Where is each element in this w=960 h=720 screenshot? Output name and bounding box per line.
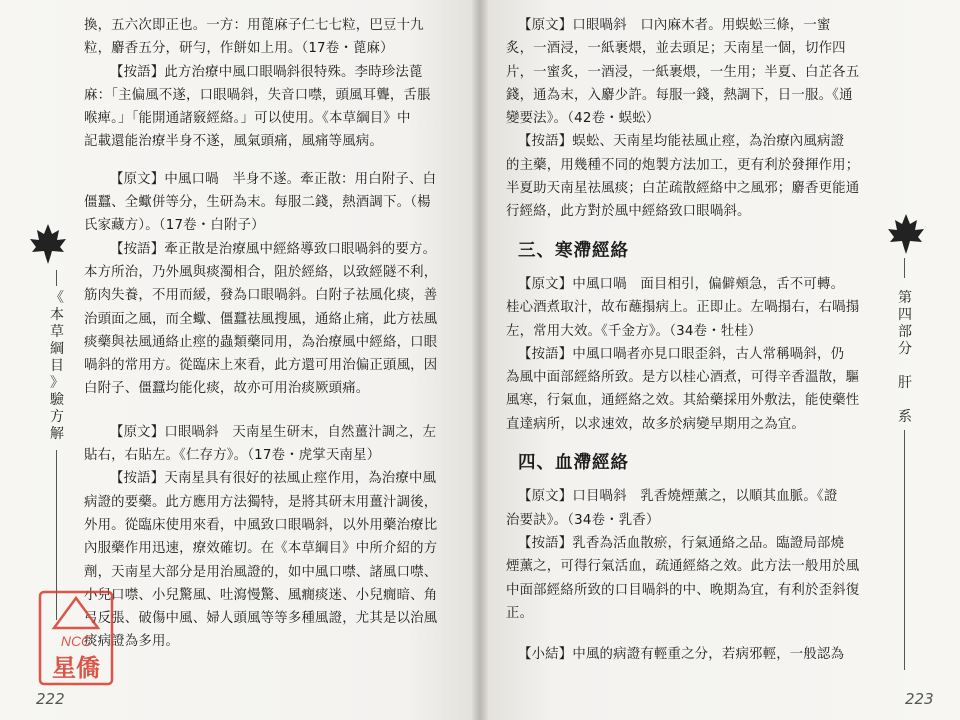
text-line: 為風中面部經絡所致。是方以桂心酒煮，可得辛香溫散，驅	[506, 370, 860, 386]
text-line: 變要法》。（42卷・蜈蚣）	[506, 111, 660, 127]
text-line: 劑，天南星大部分是用治風證的，如中風口噤、諸風口噤、	[84, 564, 438, 580]
text-line: 【小結】中風的病證有輕重之分，若病邪輕，一般認為	[518, 647, 845, 663]
text-line: 氏家藏方）。（17卷・白附子）	[84, 218, 265, 234]
right-page-text	[506, 14, 876, 666]
text-line: 痰病證為多用。	[84, 634, 180, 650]
text-line: 喉痺。」「能開通諸竅經絡。」可以使用。《本草綱目》中	[84, 111, 411, 127]
text-line: 【原文】口目喎斜 乳香燒煙薰之，以順其血脈。《證	[518, 489, 838, 505]
running-head-left: 《 本 草 綱 目 》 驗 方 解	[50, 290, 64, 442]
left-page-text	[84, 14, 468, 654]
page-number-right: 223	[905, 690, 934, 708]
text-line: 痰藥與祛風通絡止痙的蟲類藥同用，為治療風中經絡，口眼	[84, 334, 438, 350]
text-line: 換，五六次即正也。一方：用蓖麻子仁七七粒，巴豆十九	[84, 18, 424, 33]
text-line: 中面部經絡所致的口目喎斜的中、晚期為宜，有利於歪斜復	[506, 582, 860, 598]
text-line: 【按語】中風口喎者亦見口眼歪斜，古人常稱喎斜，仍	[518, 346, 845, 362]
text-line: 桂心酒煮取汁，故布蘸搨病上。正即止。左喎搨右，右喎搨	[506, 300, 860, 316]
text-line: 【按語】蜈蚣、天南星均能祛風止痙，為治療內風病證	[518, 134, 845, 150]
text-line: 病證的要藥。此方應用方法獨特，是將其研末用薑汁調後，	[84, 494, 438, 510]
text-line: 【原文】口眼喎斜 天南星生研末，自然薑汁調之，左	[110, 424, 437, 440]
text-line: 片，一蜜炙，一酒浸，一紙裹煨，一生用；半夏、白芷各五	[506, 64, 860, 80]
text-line: 弓反張、破傷中風、婦人頭風等等多種風證，尤其是以治風	[84, 611, 438, 627]
text-line: 筋肉失養，不用而緩，發為口眼喎斜。白附子祛風化痰，善	[84, 288, 438, 304]
text-line: 【按語】牽正散是治療風中經絡導致口眼喎斜的要方。	[110, 241, 437, 257]
text-line: 半夏助天南星祛風痰；白芷疏散經絡中之風邪；麝香更能通	[506, 181, 860, 197]
stamp-text-bottom: 星僑	[52, 654, 100, 682]
text-line: 【原文】中風口喎 面目相引，偏僻頰急，舌不可轉。	[518, 276, 845, 292]
text-line: 記載還能治療半身不遂，風氣頭痛，風痛等風病。	[84, 134, 383, 150]
text-line: 本方所治，乃外風與痰濁相合，阻於經絡，以致經隧不利，	[84, 264, 438, 280]
section-heading: 四、血滯經絡	[518, 453, 629, 474]
text-line: 內服藥作用迅速，療效確切。在《本草綱目》中所介紹的方	[84, 541, 438, 557]
text-line: 治要訣》。（34卷・乳香）	[506, 512, 660, 528]
text-line: 風寒，行氣血，通經絡之效。其給藥採用外敷法，能使藥性	[506, 393, 860, 409]
text-line: 煙薰之，可得行氣活血，疏通經絡之效。此方法一般用於風	[506, 559, 860, 575]
text-line: 小兒口噤、小兒驚風、吐瀉慢驚、風癇痰迷、小兒癇暗、角	[84, 587, 438, 603]
text-line: 【按語】天南星具有很好的祛風止痙作用，為治療中風	[110, 471, 437, 487]
text-line: 麻：「主偏風不遂，口眼喎斜，失音口噤，頭風耳聾，舌脹	[84, 87, 431, 103]
divider-line	[56, 270, 57, 286]
text-line: 的主藥，用幾種不同的炮製方法加工，更有利於發揮作用；	[506, 157, 860, 173]
divider-line	[904, 430, 905, 670]
divider-line	[904, 258, 905, 278]
text-line: 【原文】中風口喎 半身不遂。牽正散：用白附子、白	[110, 171, 437, 187]
page-number-left: 222	[36, 690, 65, 708]
text-line: 正。	[506, 605, 534, 621]
text-line: 治頭面之風，而全蠍、僵蠶祛風搜風，通絡止痛，此方祛風	[84, 311, 438, 327]
text-line: 貼右，右貼左。《仁存方》。（17卷・虎掌天南星）	[84, 448, 381, 464]
text-line: 【按語】此方治療中風口眼喎斜很特殊。李時珍法蓖	[110, 64, 423, 80]
text-line: 外用。從臨床使用來看，中風致口眼喎斜，以外用藥治療比	[84, 517, 438, 533]
text-line: 白附子、僵蠶均能化痰，故亦可用治痰厥頭痛。	[84, 381, 370, 397]
text-line: 喎斜的常用方。從臨床上來看，此方還可用治偏正頭風，因	[84, 358, 438, 374]
watermark-stamp	[38, 590, 114, 686]
running-head-right: 第 四 部 分 肝 系	[898, 290, 912, 425]
text-line: 僵蠶、全蠍併等分，生研為末。每服二錢，熱酒調下。（楊	[84, 195, 431, 211]
section-heading: 三、寒滯經絡	[518, 240, 629, 261]
maple-leaf-icon	[886, 212, 926, 256]
book-gutter	[470, 0, 490, 720]
text-line: 行經絡，此方對於風中經絡致口眼喎斜。	[506, 204, 751, 220]
maple-leaf-icon	[28, 222, 68, 266]
text-line: 炙，一酒浸，一紙裹煨，並去頭足；天南星一個，切作四	[506, 41, 846, 57]
text-line: 【原文】口眼喎斜 口內麻木者。用蜈蚣三條，一蜜	[518, 18, 831, 33]
text-line: 【按語】乳香為活血散瘀，行氣通絡之品。臨證局部燒	[518, 535, 845, 551]
text-line: 直達病所，以求速效，故多於病變早期用之為宜。	[506, 416, 805, 432]
text-line: 左，常用大效。《千金方》。（34卷・牡桂）	[506, 323, 762, 339]
text-line: 粒，麝香五分，研勻，作餅如上用。（17卷・蓖麻）	[84, 41, 394, 57]
stamp-text-top: NCC	[60, 633, 92, 649]
text-line: 錢，通為末，入麝少許。每服一錢，熱調下，日一服。《通	[506, 87, 853, 103]
